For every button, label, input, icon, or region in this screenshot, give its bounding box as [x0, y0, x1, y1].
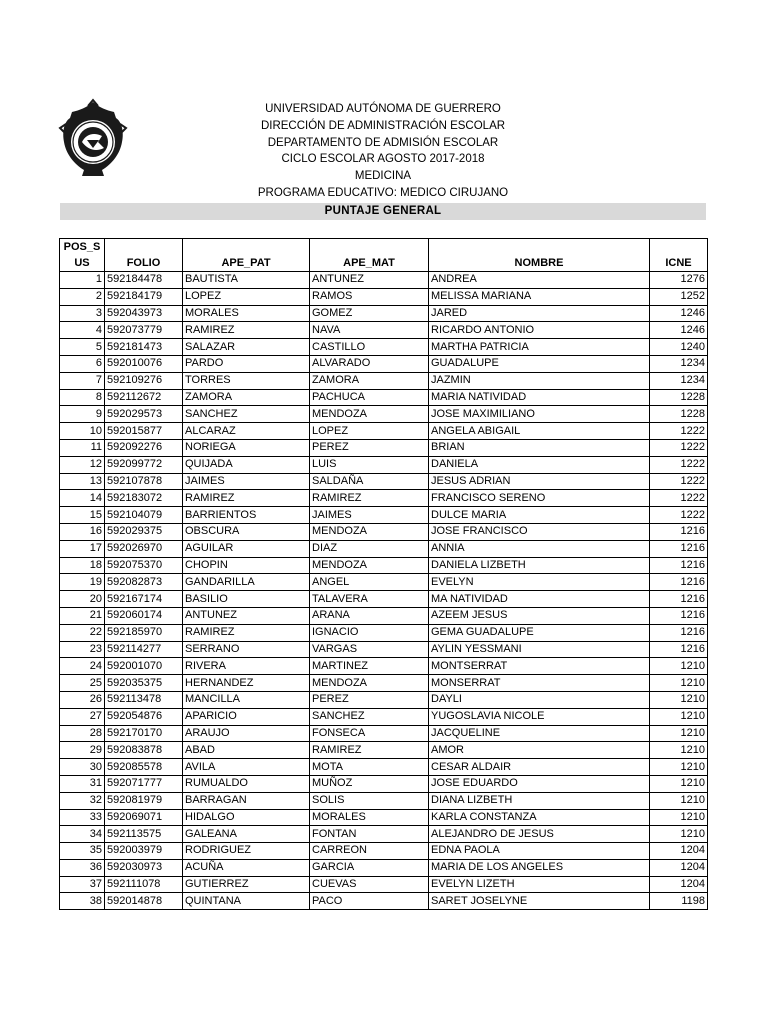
cell-pos: 10 [60, 423, 105, 440]
cell-pos: 25 [60, 675, 105, 692]
cell-pos: 20 [60, 591, 105, 608]
cell-ape-mat: JAIMES [310, 507, 429, 524]
cell-ape-mat: ANGEL [310, 574, 429, 591]
cell-nombre: MA NATIVIDAD [429, 591, 650, 608]
col-header-pos-line2: US [60, 255, 105, 272]
cell-ape-mat: RAMIREZ [310, 742, 429, 759]
table-row [60, 624, 708, 641]
cell-pos: 2 [60, 288, 105, 305]
table-row [60, 792, 708, 809]
cell-nombre: MARIA NATIVIDAD [429, 389, 650, 406]
cell-ape-pat: BARRIENTOS [183, 507, 310, 524]
cell-icne: 1210 [650, 725, 708, 742]
cell-pos: 4 [60, 322, 105, 339]
cell-ape-mat: MENDOZA [310, 557, 429, 574]
cell-ape-pat: AVILA [183, 759, 310, 776]
cell-pos: 7 [60, 372, 105, 389]
cell-icne: 1222 [650, 507, 708, 524]
cell-pos: 23 [60, 641, 105, 658]
cell-nombre: DANIELA LIZBETH [429, 557, 650, 574]
table-row [60, 775, 708, 792]
cell-pos: 24 [60, 658, 105, 675]
cell-folio: 592060174 [105, 607, 183, 624]
cell-icne: 1216 [650, 540, 708, 557]
cell-nombre: ALEJANDRO DE JESUS [429, 826, 650, 843]
cell-ape-pat: RIVERA [183, 658, 310, 675]
cell-nombre: RICARDO ANTONIO [429, 322, 650, 339]
cell-pos: 16 [60, 523, 105, 540]
cell-ape-mat: PEREZ [310, 691, 429, 708]
cell-nombre: BRIAN [429, 439, 650, 456]
cell-folio: 592001070 [105, 658, 183, 675]
table-row [60, 406, 708, 423]
cell-nombre: MONTSERRAT [429, 658, 650, 675]
cell-icne: 1222 [650, 456, 708, 473]
cell-folio: 592069071 [105, 809, 183, 826]
cell-ape-mat: ALVARADO [310, 355, 429, 372]
table-row [60, 675, 708, 692]
table-row [60, 439, 708, 456]
cell-pos: 21 [60, 607, 105, 624]
cell-folio: 592113575 [105, 826, 183, 843]
table-row [60, 574, 708, 591]
cell-icne: 1210 [650, 691, 708, 708]
cell-ape-pat: APARICIO [183, 708, 310, 725]
table-row [60, 305, 708, 322]
cell-ape-mat: MORALES [310, 809, 429, 826]
cell-icne: 1222 [650, 490, 708, 507]
cell-ape-pat: RAMIREZ [183, 624, 310, 641]
cell-icne: 1216 [650, 557, 708, 574]
cell-ape-pat: SANCHEZ [183, 406, 310, 423]
cell-ape-pat: QUINTANA [183, 893, 310, 910]
cell-nombre: ANDREA [429, 272, 650, 289]
cell-pos: 15 [60, 507, 105, 524]
cell-ape-mat: GARCIA [310, 859, 429, 876]
cell-pos: 18 [60, 557, 105, 574]
cell-ape-pat: GANDARILLA [183, 574, 310, 591]
cell-icne: 1210 [650, 826, 708, 843]
cell-icne: 1228 [650, 406, 708, 423]
cell-ape-pat: ARAUJO [183, 725, 310, 742]
cell-ape-pat: SALAZAR [183, 339, 310, 356]
cell-ape-pat: BAUTISTA [183, 272, 310, 289]
cell-nombre: EVELYN LIZETH [429, 876, 650, 893]
cell-pos: 33 [60, 809, 105, 826]
cell-pos: 1 [60, 272, 105, 289]
cell-folio: 592184478 [105, 272, 183, 289]
header-faculty: MEDICINA [354, 170, 412, 183]
cell-ape-mat: MUÑOZ [310, 775, 429, 792]
cell-ape-pat: ACUÑA [183, 859, 310, 876]
cell-pos: 34 [60, 826, 105, 843]
cell-folio: 592010076 [105, 355, 183, 372]
cell-nombre: ANNIA [429, 540, 650, 557]
cell-folio: 592184179 [105, 288, 183, 305]
col-header-nombre: NOMBRE [429, 255, 650, 272]
cell-ape-pat: PARDO [183, 355, 310, 372]
cell-nombre: EDNA PAOLA [429, 843, 650, 860]
cell-nombre: DAYLI [429, 691, 650, 708]
cell-folio: 592081979 [105, 792, 183, 809]
cell-ape-mat: TALAVERA [310, 591, 429, 608]
cell-icne: 1246 [650, 305, 708, 322]
cell-icne: 1240 [650, 339, 708, 356]
cell-icne: 1210 [650, 742, 708, 759]
cell-folio: 592054876 [105, 708, 183, 725]
cell-folio: 592082873 [105, 574, 183, 591]
cell-folio: 592112672 [105, 389, 183, 406]
cell-nombre: AZEEM JESUS [429, 607, 650, 624]
cell-nombre: CESAR ALDAIR [429, 759, 650, 776]
cell-pos: 8 [60, 389, 105, 406]
cell-nombre: AMOR [429, 742, 650, 759]
cell-ape-pat: ALCARAZ [183, 423, 310, 440]
cell-pos: 29 [60, 742, 105, 759]
cell-folio: 592092276 [105, 439, 183, 456]
cell-ape-pat: MORALES [183, 305, 310, 322]
cell-pos: 31 [60, 775, 105, 792]
cell-nombre: ANGELA ABIGAIL [429, 423, 650, 440]
cell-ape-pat: OBSCURA [183, 523, 310, 540]
table-row [60, 456, 708, 473]
cell-folio: 592030973 [105, 859, 183, 876]
cell-ape-mat: FONSECA [310, 725, 429, 742]
cell-pos: 30 [60, 759, 105, 776]
cell-ape-pat: GUTIERREZ [183, 876, 310, 893]
cell-pos: 12 [60, 456, 105, 473]
table-row [60, 372, 708, 389]
header-program: PROGRAMA EDUCATIVO: MEDICO CIRUJANO [257, 186, 509, 199]
cell-ape-mat: CASTILLO [310, 339, 429, 356]
table-row [60, 523, 708, 540]
cell-folio: 592181473 [105, 339, 183, 356]
cell-ape-mat: SOLIS [310, 792, 429, 809]
cell-icne: 1210 [650, 675, 708, 692]
cell-nombre: DULCE MARIA [429, 507, 650, 524]
cell-ape-pat: SERRANO [183, 641, 310, 658]
cell-ape-pat: ANTUNEZ [183, 607, 310, 624]
cell-icne: 1234 [650, 372, 708, 389]
cell-ape-mat: MARTINEZ [310, 658, 429, 675]
cell-nombre: JOSE MAXIMILIANO [429, 406, 650, 423]
table-row [60, 591, 708, 608]
table-row [60, 759, 708, 776]
cell-ape-mat: ZAMORA [310, 372, 429, 389]
cell-icne: 1210 [650, 759, 708, 776]
header-cycle: CICLO ESCOLAR AGOSTO 2017-2018 [281, 153, 485, 166]
table-row [60, 473, 708, 490]
table-row [60, 355, 708, 372]
table-row [60, 288, 708, 305]
cell-nombre: MELISSA MARIANA [429, 288, 650, 305]
cell-ape-mat: DIAZ [310, 540, 429, 557]
cell-ape-mat: ANTUNEZ [310, 272, 429, 289]
cell-pos: 22 [60, 624, 105, 641]
cell-nombre: JARED [429, 305, 650, 322]
cell-folio: 592099772 [105, 456, 183, 473]
cell-nombre: JOSE EDUARDO [429, 775, 650, 792]
cell-nombre: JESUS ADRIAN [429, 473, 650, 490]
cell-nombre: MARTHA PATRICIA [429, 339, 650, 356]
cell-ape-pat: GALEANA [183, 826, 310, 843]
table-row [60, 691, 708, 708]
cell-ape-mat: CARREON [310, 843, 429, 860]
table-row [60, 725, 708, 742]
cell-ape-pat: MANCILLA [183, 691, 310, 708]
cell-ape-mat: MENDOZA [310, 523, 429, 540]
cell-ape-pat: ZAMORA [183, 389, 310, 406]
cell-nombre: KARLA CONSTANZA [429, 809, 650, 826]
table-row [60, 742, 708, 759]
cell-nombre: YUGOSLAVIA NICOLE [429, 708, 650, 725]
cell-ape-pat: JAIMES [183, 473, 310, 490]
cell-ape-pat: BASILIO [183, 591, 310, 608]
cell-ape-pat: LOPEZ [183, 288, 310, 305]
cell-folio: 592014878 [105, 893, 183, 910]
col-header-ape-mat: APE_MAT [310, 255, 429, 272]
cell-ape-mat: SANCHEZ [310, 708, 429, 725]
table-row [60, 322, 708, 339]
cell-folio: 592185970 [105, 624, 183, 641]
cell-nombre: FRANCISCO SERENO [429, 490, 650, 507]
cell-pos: 35 [60, 843, 105, 860]
cell-folio: 592029375 [105, 523, 183, 540]
col-header-ape-pat: APE_PAT [183, 255, 310, 272]
cell-icne: 1252 [650, 288, 708, 305]
cell-icne: 1204 [650, 859, 708, 876]
cell-pos: 38 [60, 893, 105, 910]
cell-icne: 1216 [650, 574, 708, 591]
score-banner: PUNTAJE GENERAL [60, 203, 706, 220]
cell-pos: 13 [60, 473, 105, 490]
cell-icne: 1210 [650, 809, 708, 826]
cell-nombre: SARET JOSELYNE [429, 893, 650, 910]
col-header-folio: FOLIO [105, 255, 183, 272]
table-row [60, 339, 708, 356]
cell-folio: 592043973 [105, 305, 183, 322]
cell-ape-pat: QUIJADA [183, 456, 310, 473]
cell-pos: 32 [60, 792, 105, 809]
table-row [60, 876, 708, 893]
cell-folio: 592073779 [105, 322, 183, 339]
cell-folio: 592109276 [105, 372, 183, 389]
cell-pos: 28 [60, 725, 105, 742]
cell-pos: 36 [60, 859, 105, 876]
cell-ape-mat: GOMEZ [310, 305, 429, 322]
cell-folio: 592029573 [105, 406, 183, 423]
cell-icne: 1204 [650, 876, 708, 893]
cell-nombre: JAZMIN [429, 372, 650, 389]
cell-icne: 1276 [650, 272, 708, 289]
cell-icne: 1228 [650, 389, 708, 406]
header-department: DEPARTAMENTO DE ADMISIÓN ESCOLAR [267, 136, 499, 149]
cell-ape-mat: SALDAÑA [310, 473, 429, 490]
cell-folio: 592107878 [105, 473, 183, 490]
cell-ape-mat: PACHUCA [310, 389, 429, 406]
cell-folio: 592170170 [105, 725, 183, 742]
cell-ape-mat: MOTA [310, 759, 429, 776]
cell-ape-mat: PACO [310, 893, 429, 910]
cell-ape-pat: NORIEGA [183, 439, 310, 456]
table-row [60, 641, 708, 658]
cell-ape-pat: HERNANDEZ [183, 675, 310, 692]
cell-ape-mat: FONTAN [310, 826, 429, 843]
header-direction: DIRECCIÓN DE ADMINISTRACIÓN ESCOLAR [260, 119, 506, 132]
table-row [60, 490, 708, 507]
cell-nombre: JOSE FRANCISCO [429, 523, 650, 540]
table-row [60, 540, 708, 557]
cell-folio: 592113478 [105, 691, 183, 708]
cell-ape-mat: VARGAS [310, 641, 429, 658]
cell-nombre: MONSERRAT [429, 675, 650, 692]
table-row [60, 809, 708, 826]
cell-pos: 37 [60, 876, 105, 893]
cell-ape-pat: RODRIGUEZ [183, 843, 310, 860]
cell-icne: 1222 [650, 423, 708, 440]
table-row [60, 607, 708, 624]
cell-nombre: GUADALUPE [429, 355, 650, 372]
cell-folio: 592114277 [105, 641, 183, 658]
cell-ape-pat: ABAD [183, 742, 310, 759]
document-header [200, 101, 566, 202]
cell-ape-pat: HIDALGO [183, 809, 310, 826]
cell-icne: 1216 [650, 641, 708, 658]
cell-ape-mat: MENDOZA [310, 675, 429, 692]
cell-folio: 592111078 [105, 876, 183, 893]
table-row [60, 658, 708, 675]
cell-ape-mat: RAMIREZ [310, 490, 429, 507]
cell-pos: 17 [60, 540, 105, 557]
cell-ape-pat: RUMUALDO [183, 775, 310, 792]
table-row [60, 389, 708, 406]
cell-folio: 592104079 [105, 507, 183, 524]
cell-folio: 592071777 [105, 775, 183, 792]
cell-ape-pat: AGUILAR [183, 540, 310, 557]
cell-ape-mat: IGNACIO [310, 624, 429, 641]
cell-folio: 592085578 [105, 759, 183, 776]
cell-icne: 1210 [650, 708, 708, 725]
cell-ape-mat: RAMOS [310, 288, 429, 305]
table-row [60, 843, 708, 860]
cell-icne: 1198 [650, 893, 708, 910]
cell-icne: 1234 [650, 355, 708, 372]
cell-ape-mat: MENDOZA [310, 406, 429, 423]
cell-nombre: DANIELA [429, 456, 650, 473]
cell-ape-mat: CUEVAS [310, 876, 429, 893]
cell-folio: 592003979 [105, 843, 183, 860]
cell-folio: 592083878 [105, 742, 183, 759]
table-row [60, 507, 708, 524]
cell-folio: 592167174 [105, 591, 183, 608]
cell-pos: 3 [60, 305, 105, 322]
cell-icne: 1222 [650, 439, 708, 456]
cell-pos: 14 [60, 490, 105, 507]
cell-icne: 1210 [650, 792, 708, 809]
table-row [60, 859, 708, 876]
cell-pos: 9 [60, 406, 105, 423]
cell-icne: 1210 [650, 658, 708, 675]
cell-folio: 592015877 [105, 423, 183, 440]
cell-ape-mat: ARANA [310, 607, 429, 624]
cell-icne: 1216 [650, 624, 708, 641]
table-row [60, 893, 708, 910]
cell-nombre: MARIA DE LOS ANGELES [429, 859, 650, 876]
cell-ape-mat: LOPEZ [310, 423, 429, 440]
cell-icne: 1246 [650, 322, 708, 339]
cell-icne: 1204 [650, 843, 708, 860]
cell-icne: 1222 [650, 473, 708, 490]
cell-pos: 26 [60, 691, 105, 708]
cell-nombre: GEMA GUADALUPE [429, 624, 650, 641]
cell-pos: 6 [60, 355, 105, 372]
cell-folio: 592183072 [105, 490, 183, 507]
cell-ape-pat: TORRES [183, 372, 310, 389]
cell-folio: 592075370 [105, 557, 183, 574]
cell-nombre: AYLIN YESSMANI [429, 641, 650, 658]
results-table [59, 238, 708, 910]
cell-folio: 592026970 [105, 540, 183, 557]
table-row [60, 826, 708, 843]
cell-nombre: DIANA LIZBETH [429, 792, 650, 809]
table-row [60, 708, 708, 725]
cell-nombre: JACQUELINE [429, 725, 650, 742]
cell-ape-mat: LUIS [310, 456, 429, 473]
cell-folio: 592035375 [105, 675, 183, 692]
cell-ape-pat: RAMIREZ [183, 322, 310, 339]
results-table-body [60, 272, 708, 910]
table-row [60, 423, 708, 440]
cell-ape-mat: NAVA [310, 322, 429, 339]
cell-pos: 27 [60, 708, 105, 725]
table-row [60, 557, 708, 574]
cell-ape-pat: RAMIREZ [183, 490, 310, 507]
cell-pos: 5 [60, 339, 105, 356]
cell-icne: 1216 [650, 607, 708, 624]
cell-icne: 1216 [650, 591, 708, 608]
cell-ape-pat: CHOPIN [183, 557, 310, 574]
university-seal-logo [58, 98, 128, 182]
col-header-pos-line1: POS_S [60, 239, 105, 256]
cell-icne: 1216 [650, 523, 708, 540]
cell-nombre: EVELYN [429, 574, 650, 591]
table-row [60, 272, 708, 289]
cell-pos: 19 [60, 574, 105, 591]
cell-pos: 11 [60, 439, 105, 456]
cell-ape-mat: PEREZ [310, 439, 429, 456]
header-university: UNIVERSIDAD AUTÓNOMA DE GUERRERO [265, 103, 501, 115]
col-header-icne: ICNE [650, 255, 708, 272]
cell-icne: 1210 [650, 775, 708, 792]
cell-ape-pat: BARRAGAN [183, 792, 310, 809]
